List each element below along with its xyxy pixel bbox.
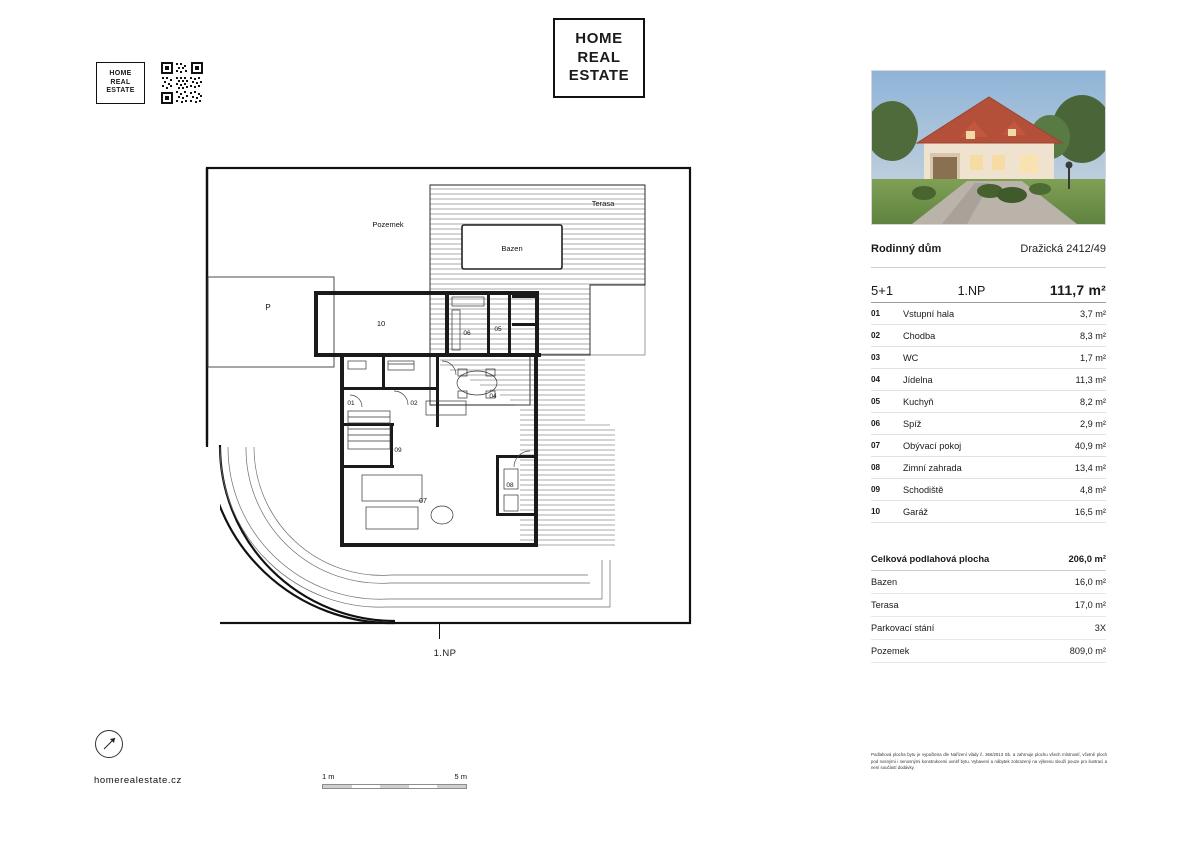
room-number: 01 (871, 303, 903, 325)
table-row (871, 479, 1106, 501)
logo-small-line1: HOME (109, 70, 132, 78)
property-header (871, 243, 1106, 255)
room-name: Chodba (903, 325, 1036, 347)
room-number: 05 (871, 391, 903, 413)
scale-label-right: 5 m (454, 772, 467, 781)
scale-label-left: 1 m (322, 772, 335, 781)
logo-small-line3: ESTATE (106, 87, 135, 95)
room-area: 8,2 m² (1036, 391, 1106, 413)
room-number: 02 (871, 325, 903, 347)
room-area: 13,4 m² (1036, 457, 1106, 479)
room-number: 10 (871, 501, 903, 523)
rooms-table (871, 302, 1106, 523)
room-area: 4,8 m² (1036, 479, 1106, 501)
total-value: 16,0 m² (1049, 571, 1106, 594)
compass-north-icon (95, 730, 123, 758)
plan-label-terasa: Terasa (591, 199, 615, 208)
layout-label: 5+1 (871, 283, 894, 298)
floor-area-label: 111,7 m² (1049, 282, 1106, 298)
room-name: Vstupní hala (903, 303, 1036, 325)
table-row (871, 303, 1106, 325)
room-area: 3,7 m² (1036, 303, 1106, 325)
table-row (871, 435, 1106, 457)
room-area: 1,7 m² (1036, 347, 1106, 369)
room-number: 06 (871, 413, 903, 435)
disclaimer-text: Podlahová plocha bytu je vypočtena dle Nařízení vlády č. 366/2013 Sb. a zahrnuje plochu všech místností, včetně ploch pod nosnými i nenosnými konstrukcemi uvnitř bytu. Vybavení a nábytek zobrazený na výkresu slouží pouze pro ilustraci a není součástí dodávky. (871, 752, 1107, 771)
total-value: 809,0 m² (1049, 640, 1106, 663)
scale-bar (322, 772, 467, 789)
logo-main-line1: HOME (575, 29, 623, 47)
room-name: Obývací pokoj (903, 435, 1036, 457)
caption-tick (439, 622, 440, 639)
plan-room-01: 01 (347, 400, 355, 407)
floor-summary (871, 282, 1106, 298)
total-label: Pozemek (871, 640, 1049, 663)
room-area: 16,5 m² (1036, 501, 1106, 523)
total-label: Terasa (871, 594, 1049, 617)
property-type: Rodinný dům (871, 243, 942, 255)
divider (871, 267, 1106, 268)
total-label: Celková podlahová plocha (871, 547, 1049, 571)
room-area: 2,9 m² (1036, 413, 1106, 435)
table-row (871, 594, 1106, 617)
plan-room-09: 09 (394, 447, 402, 454)
plan-room-08: 08 (506, 482, 514, 489)
qr-code-icon[interactable] (160, 61, 204, 105)
logo-main (553, 18, 645, 98)
room-number: 03 (871, 347, 903, 369)
website-label: homerealestate.cz (94, 775, 182, 786)
floor-plan (190, 155, 710, 635)
table-row (871, 547, 1106, 571)
plan-caption: 1.NP (433, 648, 457, 659)
table-row (871, 325, 1106, 347)
table-row (871, 347, 1106, 369)
plan-label-pozemek: Pozemek (372, 220, 404, 229)
total-value: 17,0 m² (1049, 594, 1106, 617)
room-name: Schodiště (903, 479, 1036, 501)
property-address: Dražická 2412/49 (1020, 243, 1106, 255)
table-row (871, 457, 1106, 479)
plan-room-05: 05 (494, 326, 502, 333)
floor-level-label: 1.NP (957, 284, 986, 298)
table-row (871, 571, 1106, 594)
room-number: 08 (871, 457, 903, 479)
room-name: Kuchyň (903, 391, 1036, 413)
room-number: 07 (871, 435, 903, 457)
room-name: Zimní zahrada (903, 457, 1036, 479)
room-name: Spíž (903, 413, 1036, 435)
room-area: 8,3 m² (1036, 325, 1106, 347)
total-label: Bazen (871, 571, 1049, 594)
plan-room-10: 10 (376, 319, 386, 328)
logo-main-line3: ESTATE (568, 67, 630, 85)
plan-label-parking: P (265, 303, 271, 312)
total-label: Parkovací stání (871, 617, 1049, 640)
room-name: WC (903, 347, 1036, 369)
table-row (871, 413, 1106, 435)
plan-room-07: 07 (419, 498, 427, 505)
totals-table (871, 547, 1106, 663)
plan-room-06: 06 (463, 330, 471, 337)
logo-small-line2: REAL (110, 78, 131, 86)
table-row (871, 640, 1106, 663)
room-area: 11,3 m² (1036, 369, 1106, 391)
table-row (871, 391, 1106, 413)
table-row (871, 501, 1106, 523)
plan-room-02: 02 (410, 400, 418, 407)
table-row (871, 617, 1106, 640)
room-number: 04 (871, 369, 903, 391)
plan-room-04: 04 (489, 393, 497, 400)
table-row (871, 369, 1106, 391)
property-photo (871, 70, 1106, 225)
total-value: 3X (1049, 617, 1106, 640)
plan-label-bazen: Bazen (501, 244, 523, 253)
logo-small (96, 62, 145, 104)
room-area: 40,9 m² (1036, 435, 1106, 457)
total-value: 206,0 m² (1049, 547, 1106, 571)
logo-main-line2: REAL (577, 48, 621, 66)
room-number: 09 (871, 479, 903, 501)
room-name: Garáž (903, 501, 1036, 523)
room-name: Jídelna (903, 369, 1036, 391)
